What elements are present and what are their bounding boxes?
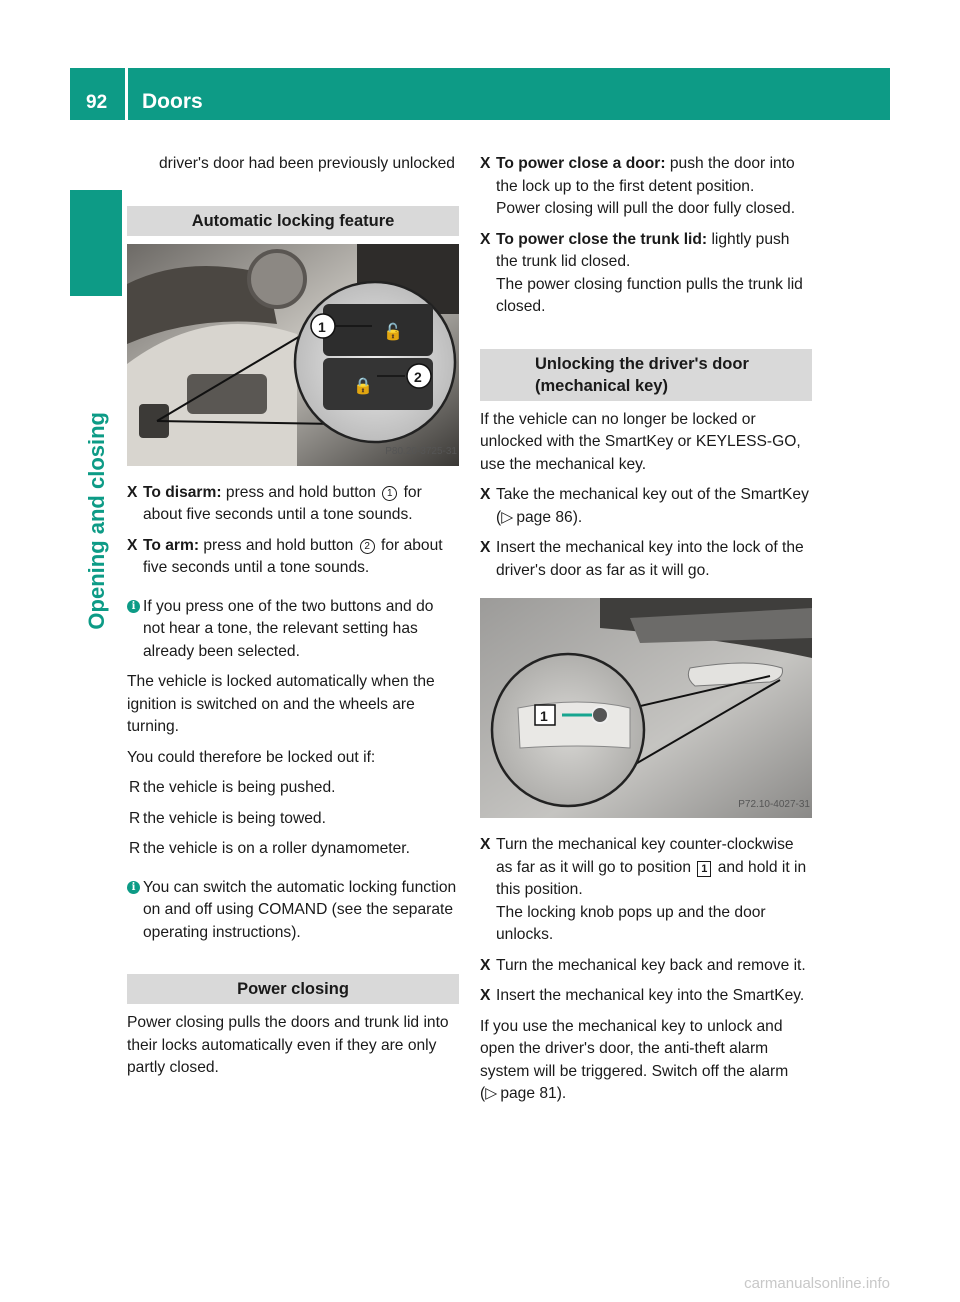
page-number: 92	[86, 92, 108, 113]
list-item: R the vehicle is being pushed.	[129, 779, 336, 796]
step-remove-key	[480, 955, 812, 978]
step-arrow-icon: X	[480, 230, 491, 248]
figure-door-lock-buttons	[127, 244, 459, 466]
step-arrow-icon: X	[480, 486, 491, 503]
step-text: Turn the mechanical key counter-clockwise as far as it will go to position	[496, 836, 794, 876]
right-column	[480, 153, 812, 1106]
step-turn-key	[480, 834, 812, 947]
step-arrow-icon: X	[127, 536, 138, 554]
figure-code: P80.20-3725-31	[385, 446, 457, 457]
step-label: To arm:	[143, 536, 200, 554]
step-arrow-icon: X	[127, 483, 138, 501]
step-arm	[127, 535, 459, 580]
page-reference[interactable]: page 86	[516, 508, 573, 526]
step-text: Take the mechanical key out of the SmartKey (	[496, 486, 809, 526]
button-2-ref: 2	[360, 539, 375, 554]
callout-position-1: 1	[540, 708, 548, 724]
step-arrow-icon: X	[480, 836, 491, 853]
heading-automatic-locking: Automatic locking feature	[127, 206, 459, 236]
side-tab	[70, 190, 122, 296]
step-insert-key-smartkey	[480, 985, 812, 1008]
paragraph-locked-automatically: The vehicle is locked automatically when the ignition is switched on and the wheels are turning.	[127, 673, 435, 735]
side-tab-label: Opening and closing	[84, 412, 109, 630]
note-text: If you press one of the two buttons and do not hear a tone, the relevant setting has already been selected.	[143, 597, 434, 660]
step-text: push the door into the lock up to the first detent position.	[496, 155, 795, 195]
step-subtext: The locking knob pops up and the door unlocks.	[496, 903, 766, 943]
svg-text:🔒: 🔒	[353, 375, 373, 395]
heading-unlocking-mechanical-key: Unlocking the driver's door (mechanical key)	[480, 349, 812, 401]
list-item: R the vehicle is being towed.	[129, 809, 326, 827]
callout-1: 1	[318, 318, 326, 335]
step-label: To disarm:	[143, 483, 222, 501]
intro-text: driver's door had been previously unlocked	[159, 155, 455, 172]
paragraph-power-closing: Power closing pulls the doors and trunk lid into their locks automatically even if they are only partly closed.	[127, 1014, 449, 1076]
info-icon: i	[127, 600, 140, 613]
step-label: To power close the trunk lid:	[496, 230, 708, 248]
step-text: press and hold button	[225, 483, 376, 501]
step-text: and hold it in this position.	[496, 858, 807, 898]
heading-power-closing: Power closing	[127, 974, 459, 1004]
note-text: You can switch the automatic locking function on and off using COMAND (see the separate operating instructions).	[143, 878, 457, 941]
section-title: Doors	[142, 90, 203, 113]
step-text: lightly push the trunk lid closed.	[496, 230, 790, 270]
position-1-ref: 1	[697, 861, 711, 877]
paragraph-anti-theft: If you use the mechanical key to unlock and open the driver's door, the anti-theft alarm system will be triggered. Switch off the alarm (▷ page 81).	[480, 1017, 789, 1102]
side-tab-label-wrap	[84, 310, 110, 630]
paragraph-mechanical-key: If the vehicle can no longer be locked or unlocked with the SmartKey or KEYLESS-GO, use the mechanical key.	[480, 410, 801, 473]
step-arrow-icon: X	[480, 987, 491, 1004]
footer-watermark: carmanualsonline.info	[744, 1275, 890, 1292]
step-arrow-icon: X	[480, 956, 491, 974]
button-1-ref: 1	[382, 486, 397, 501]
svg-text:🔓: 🔓	[383, 321, 403, 341]
step-take-key: X Take the mechanical key out of the SmartKey (▷ page 86).	[480, 486, 809, 526]
door-panel-illustration	[127, 244, 459, 466]
note-comand	[127, 877, 459, 945]
page-reference[interactable]: page 81	[500, 1085, 557, 1102]
page-ref-arrow-icon: ▷	[485, 1085, 501, 1102]
step-text: for about five seconds until a tone sounds.	[143, 536, 443, 576]
step-text: Insert the mechanical key into the SmartKey.	[496, 987, 805, 1004]
step-arrow-icon: X	[480, 539, 491, 556]
step-text: Turn the mechanical key back and remove it.	[496, 956, 806, 974]
info-icon: i	[127, 881, 140, 894]
step-power-close-door	[480, 153, 812, 221]
left-column	[127, 153, 459, 1080]
step-disarm	[127, 482, 459, 527]
step-label: To power close a door:	[496, 155, 666, 172]
note-already-selected	[127, 596, 459, 664]
figure-door-handle-key	[480, 598, 812, 818]
page-ref-arrow-icon: ▷	[501, 508, 517, 526]
step-text: press and hold button	[203, 536, 354, 554]
figure-code: P72.10-4027-31	[738, 798, 810, 810]
step-arrow-icon: X	[480, 155, 491, 172]
paragraph-locked-out: You could therefore be locked out if:	[127, 748, 376, 766]
step-subtext: Power closing will pull the door fully closed.	[496, 200, 796, 217]
step-insert-key	[480, 537, 812, 582]
door-handle-illustration	[480, 598, 812, 818]
step-power-close-trunk	[480, 229, 812, 319]
header-divider	[125, 68, 128, 120]
step-text: Insert the mechanical key into the lock of the driver's door as far as it will go.	[496, 539, 804, 579]
list-item: R the vehicle is on a roller dynamometer.	[129, 840, 410, 857]
callout-2: 2	[414, 368, 422, 385]
step-text: for about five seconds until a tone sounds.	[143, 483, 422, 523]
step-subtext: The power closing function pulls the trunk lid closed.	[496, 275, 803, 315]
